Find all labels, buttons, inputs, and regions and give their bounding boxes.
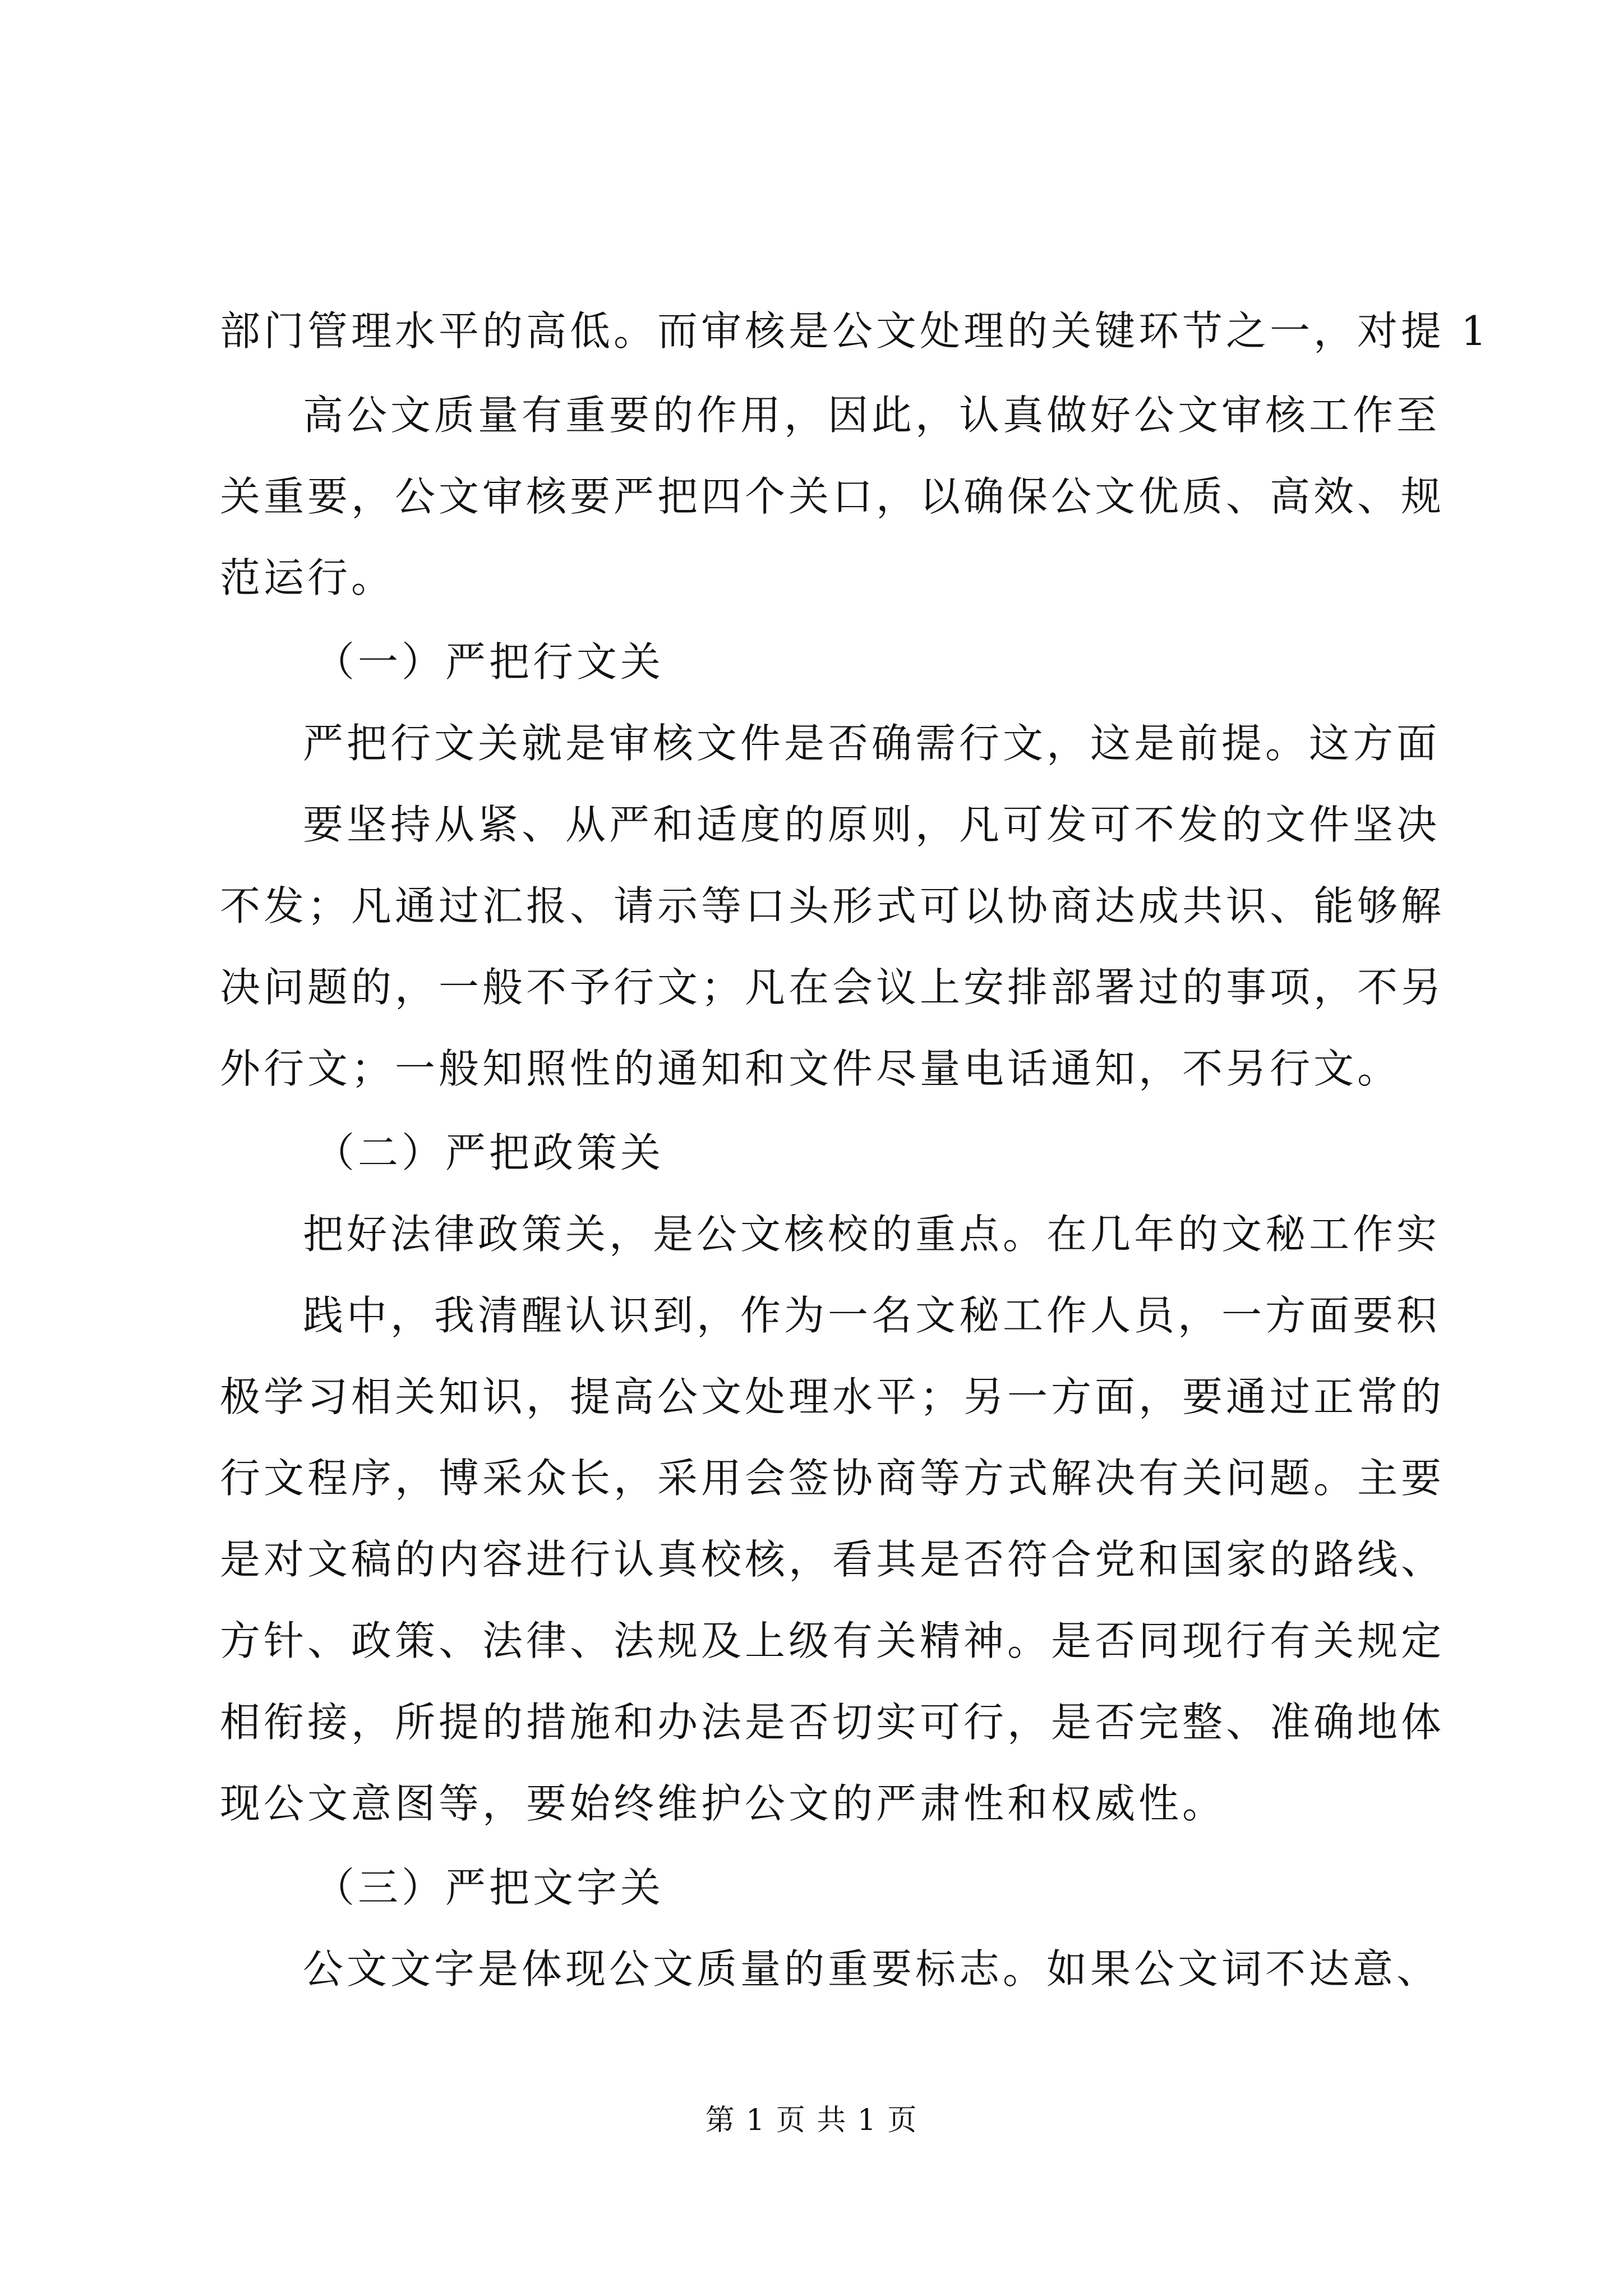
body-line: 部门管理水平的高低。而审核是公文处理的关键环节之一，对提 1 xyxy=(220,307,1490,355)
body-line: 关重要，公文审核要严把四个关口，以确保公文优质、高效、规 xyxy=(220,473,1445,520)
body-line: 不发；凡通过汇报、请示等口头形式可以协商达成共识、能够解 xyxy=(220,882,1445,930)
body-line: 是对文稿的内容进行认真校核，看其是否符合党和国家的路线、 xyxy=(220,1536,1445,1583)
body-line: 外行文；一般知照性的通知和文件尽量电话通知，不另行文。 xyxy=(220,1045,1401,1092)
body-line: 行文程序，博采众长，采用会签协商等方式解决有关问题。主要 xyxy=(220,1455,1445,1502)
section-heading: （三）严把文字关 xyxy=(314,1864,665,1911)
body-line: 范运行。 xyxy=(220,554,395,601)
body-line: 严把行文关就是审核文件是否确需行文，这是前提。这方面 xyxy=(303,720,1441,767)
body-line: 高公文质量有重要的作用，因此，认真做好公文审核工作至 xyxy=(303,392,1441,439)
body-line: 极学习相关知识，提高公文处理水平；另一方面，要通过正常的 xyxy=(220,1373,1445,1420)
body-line: 决问题的，一般不予行文；凡在会议上安排部署过的事项，不另 xyxy=(220,964,1445,1011)
body-line: 把好法律政策关，是公文核校的重点。在几年的文秘工作实 xyxy=(303,1211,1441,1258)
section-heading: （二）严把政策关 xyxy=(314,1129,665,1176)
body-line: 公文文字是体现公文质量的重要标志。如果公文词不达意、 xyxy=(303,1945,1441,1993)
page-footer: 第 1 页 共 1 页 xyxy=(705,2104,918,2137)
body-line: 方针、政策、法律、法规及上级有关精神。是否同现行有关规定 xyxy=(220,1617,1445,1664)
body-line: 践中，我清醒认识到，作为一名文秘工作人员，一方面要积 xyxy=(303,1292,1441,1339)
body-line: 要坚持从紧、从严和适度的原则，凡可发可不发的文件坚决 xyxy=(303,801,1441,848)
body-line: 相衔接，所提的措施和办法是否切实可行，是否完整、准确地体 xyxy=(220,1699,1445,1746)
body-line: 现公文意图等，要始终维护公文的严肃性和权威性。 xyxy=(220,1780,1227,1827)
section-heading: （一）严把行文关 xyxy=(314,638,665,685)
